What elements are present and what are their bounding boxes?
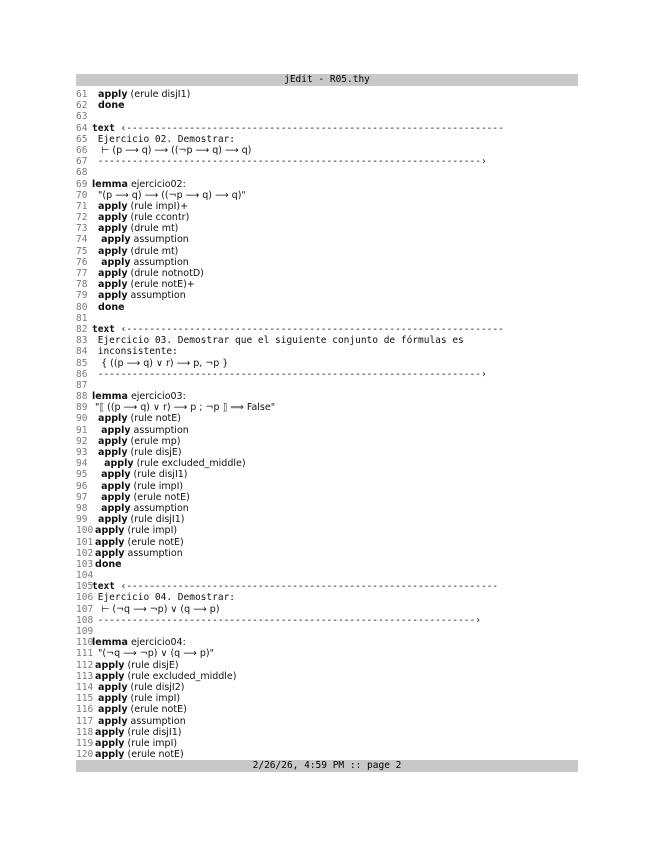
keyword: apply — [101, 502, 131, 514]
code-content: assumption — [130, 502, 189, 514]
code-indent — [92, 425, 101, 436]
keyword: apply — [98, 514, 128, 526]
line-number: 103 — [76, 558, 94, 570]
code-line — [76, 167, 576, 178]
line-number: 99 — [76, 514, 88, 526]
line-number: 75 — [76, 245, 88, 257]
line-number: 78 — [76, 279, 88, 291]
line-number: 61 — [76, 89, 88, 100]
code-text — [92, 704, 187, 715]
code-line — [76, 100, 576, 111]
keyword: apply — [95, 749, 125, 761]
code-indent — [92, 481, 101, 492]
code-text — [92, 123, 504, 134]
code-line — [76, 637, 576, 648]
line-number: 86 — [76, 368, 88, 380]
code-content: (erule notE) — [124, 749, 184, 761]
code-content: (rule excluded_middle) — [133, 458, 246, 470]
code-content: ‹------------------------------------------------------------------ — [114, 122, 504, 134]
code-line — [76, 537, 576, 548]
code-content: ejercicio02: — [127, 178, 186, 190]
code-text — [92, 503, 189, 514]
code-text — [92, 268, 204, 279]
code-line — [76, 682, 576, 693]
code-line — [76, 514, 576, 525]
code-content: assumption — [127, 290, 186, 302]
keyword: apply — [98, 223, 128, 235]
line-number: 72 — [76, 212, 88, 224]
line-number: 105 — [76, 581, 94, 593]
code-text — [92, 525, 177, 536]
code-content: assumption — [127, 715, 186, 727]
keyword: apply — [98, 715, 128, 727]
keyword: apply — [98, 290, 128, 302]
code-content: ‹----------------------------------------------------------------- — [114, 581, 499, 593]
keyword: apply — [101, 256, 131, 268]
code-content: (rule disjI1) — [127, 514, 185, 526]
code-text — [92, 447, 182, 458]
line-number: 101 — [76, 536, 94, 548]
code-indent — [92, 469, 101, 480]
code-line — [76, 156, 576, 167]
code-line — [76, 212, 576, 223]
line-number: 119 — [76, 737, 94, 749]
code-content: (rule ccontr) — [127, 212, 190, 224]
code-content: (rule disjI1) — [124, 726, 182, 738]
line-number: 74 — [76, 234, 88, 246]
code-line — [76, 335, 576, 346]
code-line — [76, 134, 576, 145]
code-line — [76, 290, 576, 301]
line-number: 88 — [76, 391, 88, 403]
code-content: Ejercicio 02. Demostrar: — [97, 133, 236, 145]
code-line — [76, 246, 576, 257]
code-text — [92, 335, 464, 346]
line-number: 120 — [76, 749, 94, 761]
code-line — [76, 525, 576, 536]
code-content: assumption — [124, 547, 183, 559]
line-number: 81 — [76, 312, 88, 324]
code-text — [92, 458, 246, 469]
line-number: 113 — [76, 670, 94, 682]
code-line — [76, 548, 576, 559]
code-text — [92, 257, 189, 268]
code-line — [76, 458, 576, 469]
code-line — [76, 727, 576, 738]
keyword: text — [92, 122, 115, 134]
line-number: 63 — [76, 111, 88, 123]
code-content: (drule notnotD) — [127, 268, 204, 279]
code-text — [92, 145, 251, 156]
keyword: done — [95, 558, 122, 570]
code-content: (erule notE) — [130, 491, 190, 503]
header-title: jEdit - R05.thy — [284, 74, 370, 85]
keyword: text — [92, 323, 115, 335]
code-line — [76, 716, 576, 727]
code-line — [76, 704, 576, 715]
code-text — [92, 514, 184, 525]
code-text — [92, 190, 246, 201]
code-indent — [92, 492, 101, 503]
code-line — [76, 626, 576, 637]
keyword: apply — [101, 491, 131, 503]
code-text — [92, 481, 183, 492]
code-text — [92, 212, 189, 223]
keyword: apply — [98, 212, 128, 224]
keyword: apply — [101, 480, 131, 492]
code-content: (rule impI) — [124, 737, 178, 749]
code-text — [92, 223, 178, 234]
code-content: -------------------------------------------------------------------› — [97, 156, 487, 168]
code-content: "(p ⟶ q) ⟶ ((¬p ⟶ q) ⟶ q)" — [98, 189, 246, 201]
line-number: 70 — [76, 189, 88, 201]
code-line — [76, 111, 576, 122]
code-text — [92, 693, 180, 704]
keyword: lemma — [92, 178, 128, 190]
keyword: apply — [95, 659, 125, 671]
keyword: lemma — [92, 391, 128, 403]
line-number: 110 — [76, 637, 94, 649]
code-line — [76, 391, 576, 402]
line-number: 91 — [76, 424, 88, 436]
code-text — [92, 324, 504, 335]
keyword: apply — [95, 536, 125, 548]
code-line — [76, 89, 576, 100]
code-text — [92, 290, 186, 301]
line-number: 117 — [76, 715, 94, 727]
code-line — [76, 671, 576, 682]
code-content: (rule disjI1) — [130, 469, 188, 481]
page-header — [76, 74, 578, 86]
line-number: 98 — [76, 502, 88, 514]
code-line — [76, 402, 576, 413]
code-content: (rule impI) — [130, 480, 184, 492]
keyword: done — [98, 301, 125, 313]
code-line — [76, 749, 576, 760]
keyword: apply — [98, 435, 128, 447]
code-line — [76, 592, 576, 603]
code-text — [92, 559, 122, 570]
code-line — [76, 581, 576, 592]
code-text — [92, 749, 184, 760]
keyword: apply — [98, 279, 128, 291]
line-number: 80 — [76, 301, 88, 313]
line-number: 92 — [76, 435, 88, 447]
line-number: 100 — [76, 525, 94, 537]
line-number: 79 — [76, 290, 88, 302]
code-line — [76, 313, 576, 324]
code-text — [92, 581, 498, 592]
code-line — [76, 145, 576, 156]
code-text — [92, 402, 275, 413]
line-number: 102 — [76, 547, 94, 559]
keyword: apply — [98, 245, 128, 257]
code-line — [76, 738, 576, 749]
code-line — [76, 257, 576, 268]
code-line — [76, 447, 576, 458]
line-number: 97 — [76, 491, 88, 503]
line-number: 109 — [76, 626, 94, 637]
keyword: done — [98, 100, 125, 112]
code-line — [76, 604, 576, 615]
code-text — [92, 537, 184, 548]
code-text — [92, 648, 214, 659]
line-number: 71 — [76, 200, 88, 212]
line-number: 64 — [76, 122, 88, 134]
code-text — [92, 358, 228, 369]
code-text — [92, 492, 190, 503]
code-indent — [92, 604, 101, 615]
keyword: apply — [98, 268, 128, 279]
footer-text: 2/26/26, 4:59 PM :: page 2 — [252, 760, 402, 771]
line-number: 107 — [76, 603, 94, 615]
code-content: { ((p ⟶ q) ∨ r) ⟶ p, ¬p } — [101, 357, 229, 369]
code-content: inconsistente: — [97, 346, 178, 358]
code-line — [76, 693, 576, 704]
code-text — [92, 201, 188, 212]
code-text — [92, 716, 186, 727]
line-number: 96 — [76, 480, 88, 492]
line-number: 84 — [76, 346, 88, 358]
keyword: text — [92, 581, 115, 593]
code-line — [76, 559, 576, 570]
code-line — [76, 223, 576, 234]
line-number: 76 — [76, 256, 88, 268]
code-content: (erule mp) — [127, 435, 181, 447]
code-line — [76, 648, 576, 659]
code-text — [92, 100, 125, 111]
line-number: 83 — [76, 335, 88, 347]
code-text — [92, 156, 487, 167]
line-number: 90 — [76, 413, 88, 425]
code-text — [92, 469, 188, 480]
keyword: apply — [98, 693, 128, 705]
code-content: (rule notE) — [127, 413, 181, 425]
code-text — [92, 234, 189, 245]
code-text — [92, 346, 178, 357]
code-text — [92, 615, 481, 626]
code-content: (drule mt) — [127, 245, 179, 257]
code-content: (rule impI) — [127, 693, 181, 705]
code-indent — [92, 358, 101, 369]
code-line — [76, 234, 576, 245]
line-number: 82 — [76, 323, 88, 335]
code-line — [76, 425, 576, 436]
code-text — [92, 682, 184, 693]
line-number: 95 — [76, 469, 88, 481]
code-line — [76, 570, 576, 581]
code-content: (erule notE) — [124, 536, 184, 548]
code-content: Ejercicio 04. Demostrar: — [97, 592, 236, 604]
code-content: "(¬q ⟶ ¬p) ∨ (q ⟶ p)" — [98, 648, 214, 660]
code-line — [76, 179, 576, 190]
code-text — [92, 436, 181, 447]
keyword: apply — [95, 547, 125, 559]
code-content: (erule disjI1) — [127, 89, 191, 100]
code-content: ejercicio04: — [127, 637, 186, 649]
code-line — [76, 413, 576, 424]
line-number: 68 — [76, 167, 88, 179]
code-text — [92, 592, 235, 603]
code-content: ‹------------------------------------------------------------------ — [114, 323, 504, 335]
keyword: apply — [98, 704, 128, 716]
line-number: 89 — [76, 402, 88, 414]
line-number: 67 — [76, 156, 88, 168]
code-content: (rule impI) — [124, 525, 178, 537]
keyword: apply — [95, 737, 125, 749]
code-text — [92, 738, 177, 749]
code-indent — [92, 458, 104, 469]
code-line — [76, 436, 576, 447]
line-number: 65 — [76, 133, 88, 145]
code-text — [92, 369, 487, 380]
line-number: 106 — [76, 592, 94, 604]
code-content: (erule notE) — [127, 704, 187, 716]
code-line — [76, 492, 576, 503]
line-number: 66 — [76, 144, 88, 156]
code-content: ⊢ (¬q ⟶ ¬p) ∨ (q ⟶ p) — [101, 603, 220, 615]
code-line — [76, 358, 576, 369]
line-number: 108 — [76, 614, 94, 626]
line-number: 62 — [76, 100, 88, 112]
code-line — [76, 123, 576, 134]
code-line — [76, 268, 576, 279]
code-content: Ejercicio 03. Demostrar que el siguiente conjunto de fórmulas es — [97, 335, 464, 347]
line-number: 111 — [76, 648, 94, 660]
keyword: apply — [101, 469, 131, 481]
code-text — [92, 279, 195, 290]
code-text — [92, 727, 181, 738]
code-content: (rule impI)+ — [127, 200, 189, 212]
code-text — [92, 660, 179, 671]
code-text — [92, 548, 183, 559]
keyword: apply — [98, 681, 128, 693]
code-line — [76, 503, 576, 514]
code-indent — [92, 503, 101, 514]
line-number: 118 — [76, 726, 94, 738]
code-line — [76, 660, 576, 671]
keyword: apply — [95, 525, 125, 537]
code-text — [92, 302, 125, 313]
code-content: "⟦ ((p ⟶ q) ∨ r) ⟶ p ; ¬p ⟧ ⟹ False" — [95, 402, 276, 414]
code-content: (rule disjE) — [127, 447, 182, 458]
code-text — [92, 637, 186, 648]
code-indent — [92, 234, 101, 245]
code-line — [76, 469, 576, 480]
keyword: apply — [98, 200, 128, 212]
line-number: 115 — [76, 693, 94, 705]
keyword: lemma — [92, 637, 128, 649]
code-line — [76, 324, 576, 335]
keyword: apply — [98, 89, 128, 100]
code-line — [76, 201, 576, 212]
code-line — [76, 279, 576, 290]
code-content: ⊢ (p ⟶ q) ⟶ ((¬p ⟶ q) ⟶ q) — [101, 144, 252, 156]
code-text — [92, 425, 189, 436]
code-content: ------------------------------------------------------------------› — [97, 614, 481, 626]
keyword: apply — [98, 413, 128, 425]
line-number: 112 — [76, 659, 94, 671]
code-line — [76, 615, 576, 626]
line-number: 69 — [76, 178, 88, 190]
code-indent — [92, 257, 101, 268]
code-line — [76, 481, 576, 492]
code-line — [76, 380, 576, 391]
line-number: 73 — [76, 223, 88, 235]
code-text — [92, 391, 186, 402]
code-listing — [76, 89, 576, 760]
code-text — [92, 604, 220, 615]
code-line — [76, 302, 576, 313]
line-number: 85 — [76, 357, 88, 369]
code-content: (rule disjI2) — [127, 681, 185, 693]
code-line — [76, 190, 576, 201]
code-text — [92, 246, 178, 257]
line-number: 116 — [76, 704, 94, 716]
code-content: assumption — [130, 424, 189, 436]
code-line — [76, 346, 576, 357]
line-number: 94 — [76, 458, 88, 470]
keyword: apply — [95, 670, 125, 682]
code-content: ejercicio03: — [127, 391, 186, 403]
line-number: 77 — [76, 268, 88, 279]
line-number: 114 — [76, 681, 94, 693]
line-number: 87 — [76, 379, 88, 391]
keyword: apply — [98, 447, 128, 458]
code-text — [92, 413, 181, 424]
code-content: assumption — [130, 234, 189, 246]
code-content: (rule excluded_middle) — [124, 670, 237, 682]
code-text — [92, 671, 236, 682]
code-line — [76, 369, 576, 380]
keyword: apply — [104, 458, 134, 470]
line-number: 93 — [76, 447, 88, 458]
line-number: 104 — [76, 570, 94, 582]
code-text — [92, 179, 186, 190]
code-content: (rule disjE) — [124, 659, 179, 671]
keyword: apply — [101, 424, 131, 436]
code-content: (erule notE)+ — [127, 279, 195, 291]
code-content: (drule mt) — [127, 223, 179, 235]
page-footer — [76, 760, 578, 772]
code-text — [92, 134, 235, 145]
code-text — [92, 89, 190, 100]
code-content: assumption — [130, 256, 189, 268]
keyword: apply — [95, 726, 125, 738]
code-content: -------------------------------------------------------------------› — [97, 368, 487, 380]
keyword: apply — [101, 234, 131, 246]
code-indent — [92, 145, 101, 156]
